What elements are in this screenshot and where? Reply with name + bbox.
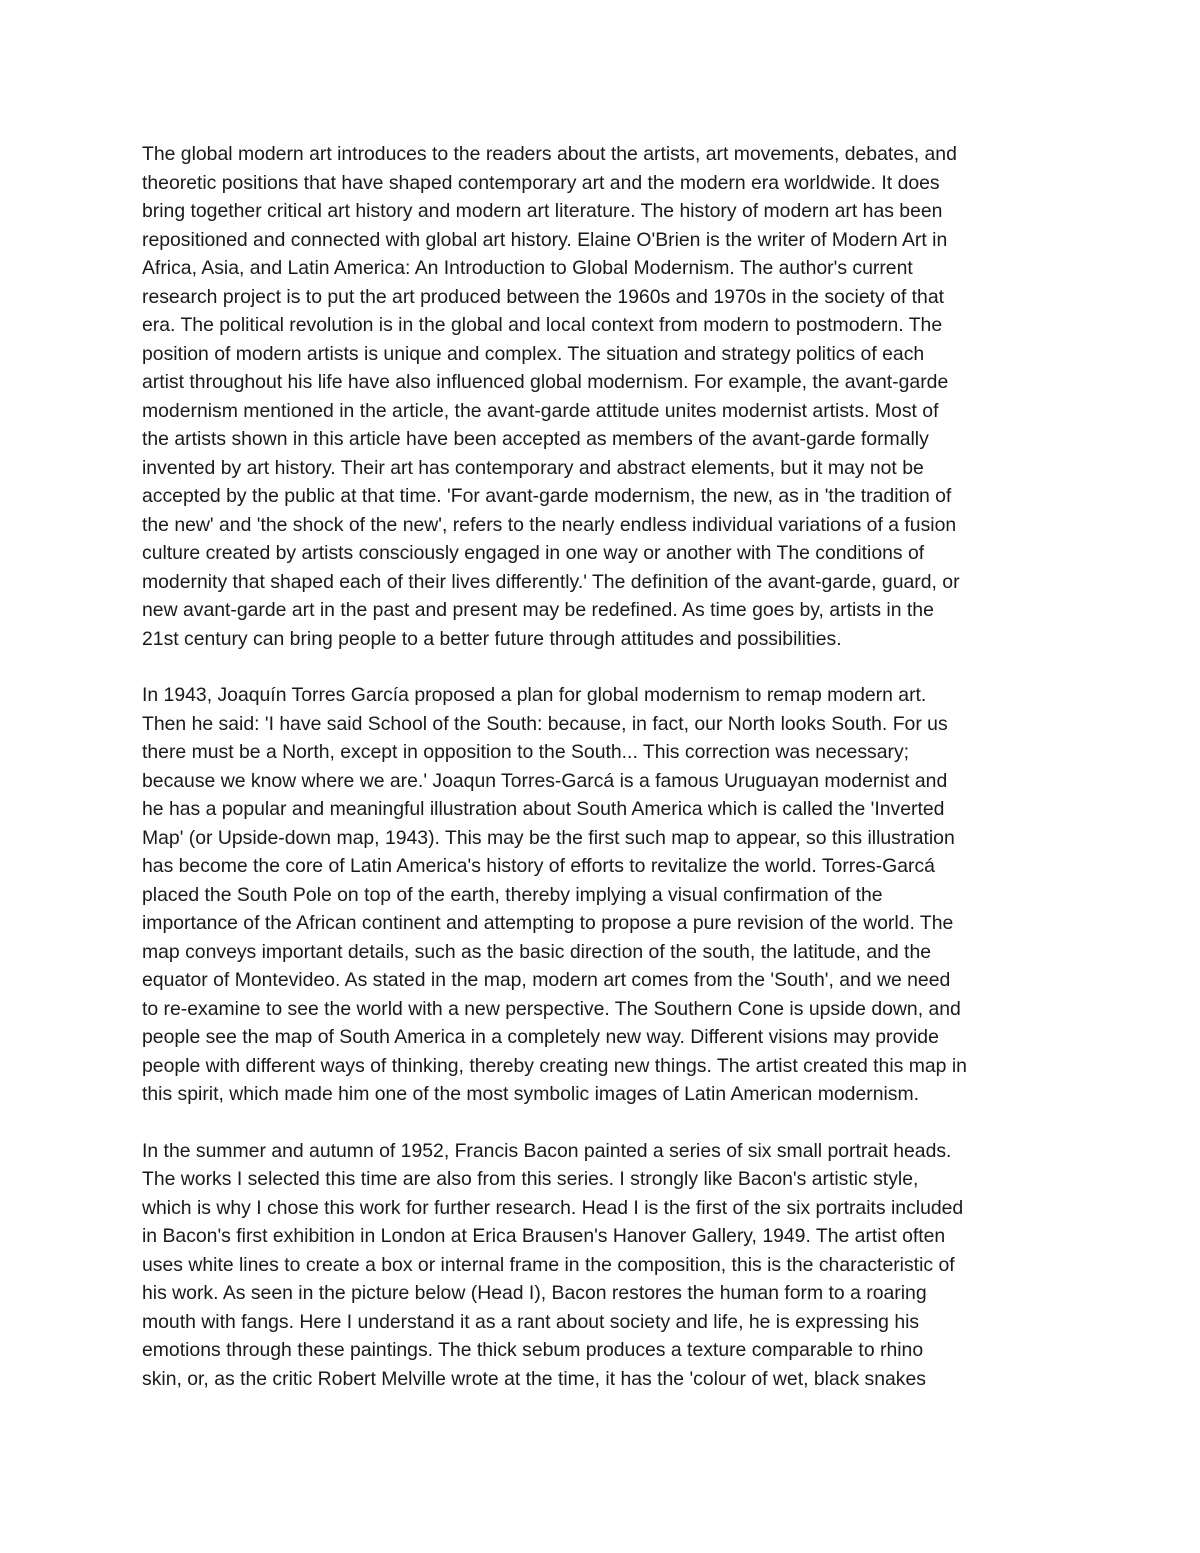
text-line: new avant-garde art in the past and present may be redefined. As time goes by, artists in the	[142, 599, 934, 621]
text-line: because we know where we are.' Joaqun Torres-Garcá is a famous Uruguayan modernist and	[142, 769, 948, 792]
text-line: repositioned and connected with global art history. Elaine O'Brien is the writer of Modern Art in	[142, 228, 948, 251]
paragraph-2	[142, 681, 1072, 1109]
text-line: people with different ways of thinking, thereby creating new things. The artist created this map in	[142, 1054, 967, 1077]
text-line: to re-examine to see the world with a new perspective. The Southern Cone is upside down, and	[142, 997, 961, 1020]
paragraph-3	[142, 1137, 1072, 1394]
document-body	[142, 140, 1072, 1421]
text-line: placed the South Pole on top of the earth, thereby implying a visual confirmation of the	[142, 883, 883, 906]
text-line: mouth with fangs. Here I understand it as a rant about society and life, he is expressing his	[142, 1310, 920, 1333]
text-line: The global modern art introduces to the readers about the artists, art movements, debates, and	[142, 143, 957, 165]
text-line: bring together critical art history and modern art literature. The history of modern art has been	[142, 200, 943, 222]
text-line: Map' (or Upside-down map, 1943). This may be the first such map to appear, so this illustration	[142, 826, 955, 849]
text-line: the artists shown in this article have been accepted as members of the avant-garde formally	[142, 428, 929, 450]
text-line: Africa, Asia, and Latin America: An Introduction to Global Modernism. The author's current	[142, 257, 913, 279]
text-line: culture created by artists consciously engaged in one way or another with The conditions of	[142, 542, 925, 564]
text-line: The works I selected this time are also from this series. I strongly like Bacon's artistic style,	[142, 1168, 919, 1190]
text-line: skin, or, as the critic Robert Melville wrote at the time, it has the 'colour of wet, black snakes	[142, 1367, 926, 1390]
text-line: accepted by the public at that time. 'For avant-garde modernism, the new, as in 'the tradition of	[142, 485, 952, 507]
text-line: there must be a North, except in opposition to the South... This correction was necessary;	[142, 741, 910, 763]
text-line: In the summer and autumn of 1952, Francis Bacon painted a series of six small portrait heads.	[142, 1139, 952, 1162]
text-line: invented by art history. Their art has contemporary and abstract elements, but it may not be	[142, 456, 924, 479]
text-line: uses white lines to create a box or internal frame in the composition, this is the characteristic of	[142, 1253, 955, 1276]
text-line: emotions through these paintings. The thick sebum produces a texture comparable to rhino	[142, 1339, 924, 1361]
paragraph-1	[142, 140, 1072, 653]
text-line: his work. As seen in the picture below (Head I), Bacon restores the human form to a roaring	[142, 1282, 927, 1304]
text-line: has become the core of Latin America's history of efforts to revitalize the world. Torres-Garcá	[142, 855, 935, 877]
text-line: map conveys important details, such as the basic direction of the south, the latitude, and the	[142, 940, 932, 963]
text-line: modernism mentioned in the article, the avant-garde attitude unites modernist artists. Most of	[142, 399, 939, 422]
text-line: equator of Montevideo. As stated in the map, modern art comes from the 'South', and we need	[142, 969, 951, 991]
text-line: which is why I chose this work for further research. Head I is the first of the six portraits included	[142, 1196, 964, 1219]
text-line: people see the map of South America in a completely new way. Different visions may provide	[142, 1026, 939, 1048]
text-line: in Bacon's first exhibition in London at Erica Brausen's Hanover Gallery, 1949. The artist often	[142, 1225, 946, 1247]
text-line: modernity that shaped each of their lives differently.' The definition of the avant-garde, guard, or	[142, 570, 960, 593]
text-line: theoretic positions that have shaped contemporary art and the modern era worldwide. It does	[142, 171, 940, 194]
text-line: Then he said: 'I have said School of the South: because, in fact, our North looks South. For us	[142, 712, 948, 735]
text-line: In 1943, Joaquín Torres García proposed a plan for global modernism to remap modern art.	[142, 684, 927, 706]
text-line: 21st century can bring people to a better future through attitudes and possibilities.	[142, 627, 842, 650]
text-line: the new' and 'the shock of the new', refers to the nearly endless individual variations of a fusion	[142, 513, 957, 536]
text-line: position of modern artists is unique and complex. The situation and strategy politics of each	[142, 342, 925, 365]
text-line: artist throughout his life have also influenced global modernism. For example, the avant-garde	[142, 371, 949, 393]
text-line: era. The political revolution is in the global and local context from modern to postmodern. The	[142, 314, 943, 336]
text-line: he has a popular and meaningful illustration about South America which is called the 'Inverted	[142, 798, 945, 820]
text-line: research project is to put the art produced between the 1960s and 1970s in the society of that	[142, 285, 944, 308]
text-line: this spirit, which made him one of the most symbolic images of Latin American modernism.	[142, 1083, 920, 1105]
text-line: importance of the African continent and attempting to propose a pure revision of the world. The	[142, 912, 954, 934]
